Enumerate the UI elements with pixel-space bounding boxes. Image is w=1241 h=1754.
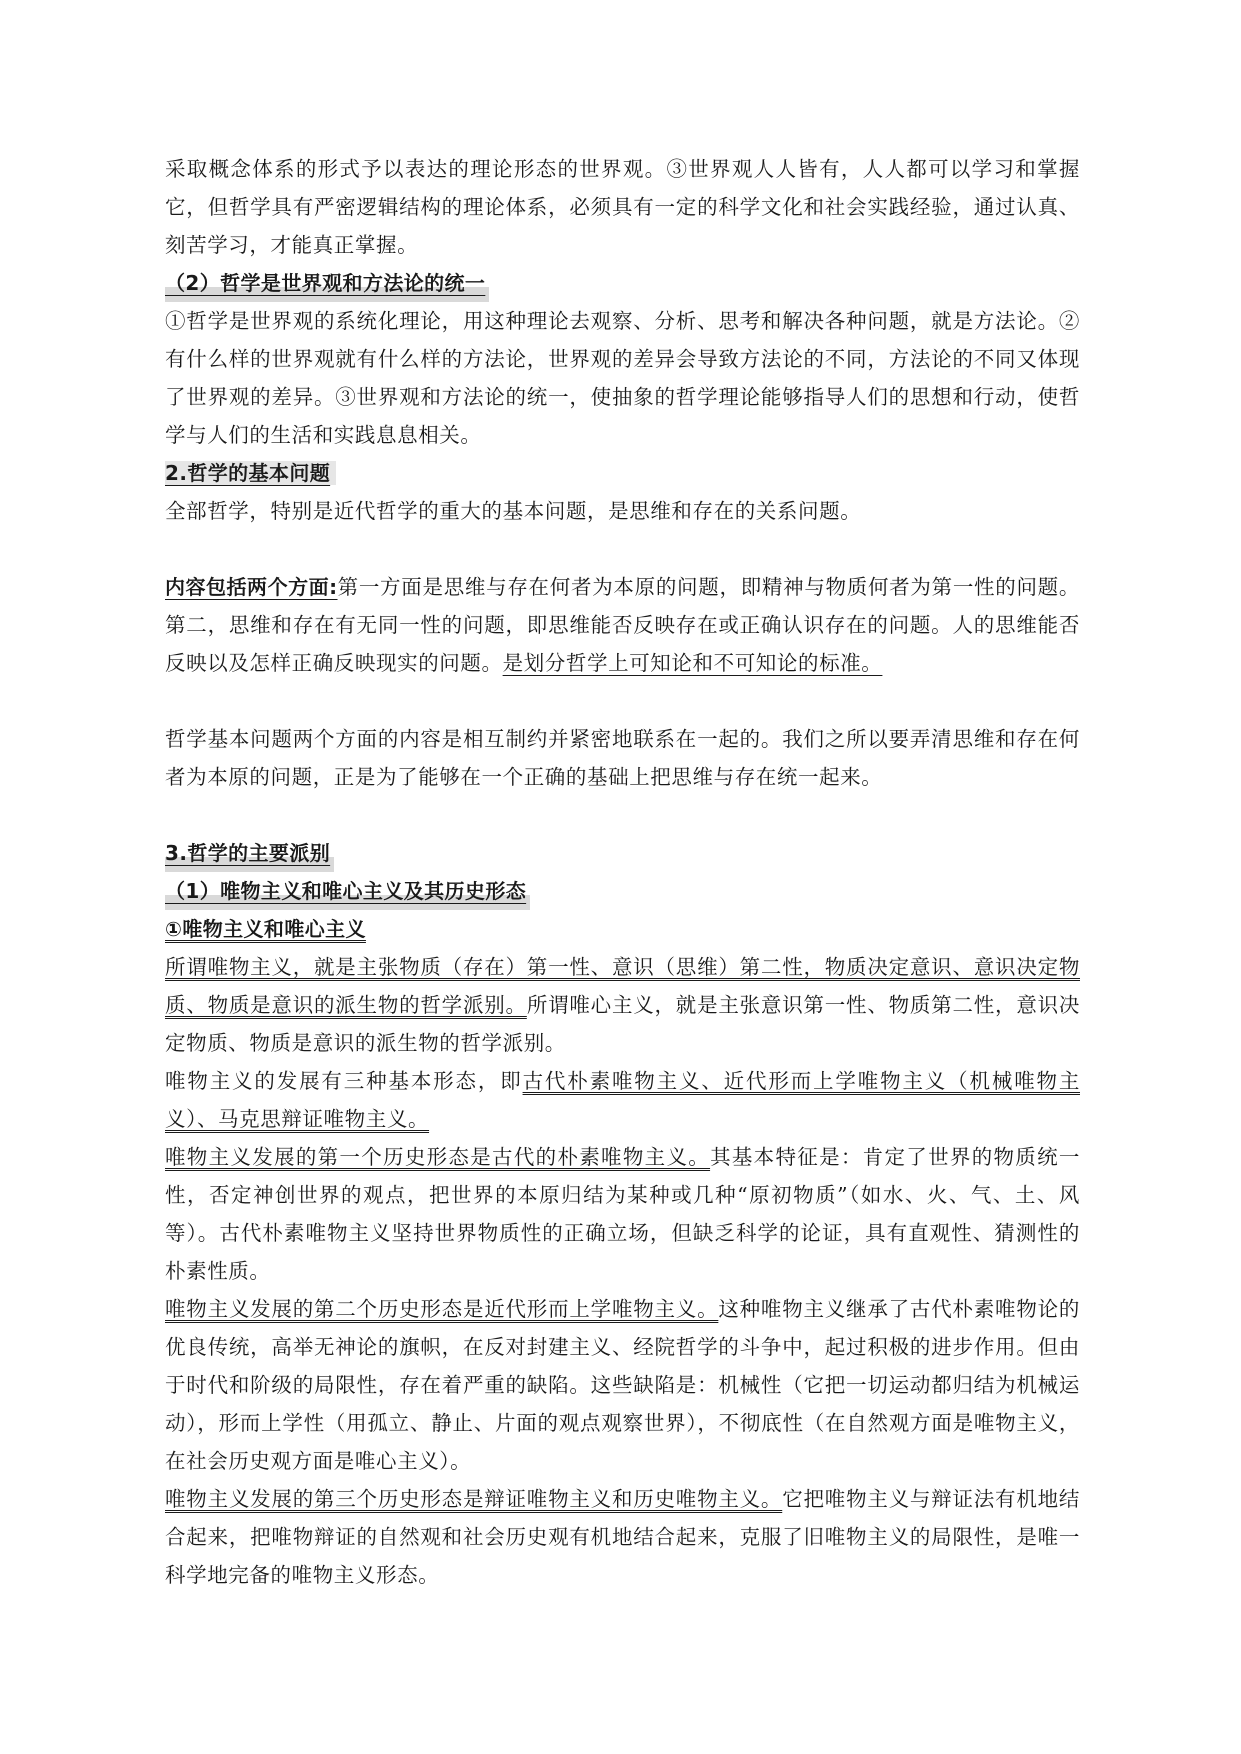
two-aspects-label: 内容包括两个方面: xyxy=(165,575,338,599)
basic-question-paragraph: 全部哲学，特别是近代哲学的重大的基本问题，是思维和存在的关系问题。 xyxy=(165,499,862,523)
spacer xyxy=(165,796,1080,834)
second-form-body: 这种唯物主义继承了古代朴素唯物论的优良传统，高举无神论的旗帜，在反对封建主义、经院哲学的斗争中，起过积极的进步作用。但由于时代和阶级的局限性，存在着严重的缺陷。这些缺陷是：机械性（它把一切运动都归结为机械运动），形而上学性（用孤立、静止、片面的观点观察世界），不彻底性（在自然观方面是唯物主义，在社会历史观方面是唯心主义）。 xyxy=(165,1297,1080,1473)
second-form-paragraph xyxy=(165,1290,1080,1480)
materialism-definition-paragraph xyxy=(165,948,1080,1062)
intro-paragraph: 采取概念体系的形式予以表达的理论形态的世界观。③世界观人人皆有，人人都可以学习和掌握它，但哲学具有严密逻辑结构的理论体系，必须具有一定的科学文化和社会实践经验，通过认真、刻苦学习，才能真正掌握。 xyxy=(165,157,1080,257)
two-aspects-body: 第一方面是思维与存在何者为本原的问题，即精神与物质何者为第一性的问题。第二，思维和存在有无同一性的问题，即思维能否反映存在或正确认识存在的问题。人的思维能否反映以及怎样正确反映现实的问题。 xyxy=(165,575,1080,675)
materialism-definition: 所谓唯物主义，就是主张物质（存在）第一性、意识（思维）第二性，物质决定意识、意识决定物质、物质是意识的派生物的哲学派别。 xyxy=(165,955,1080,1017)
sub-heading-3-1 xyxy=(165,872,1080,910)
section-heading-2 xyxy=(165,454,1080,492)
three-forms-lead: 唯物主义的发展有三种基本形态，即 xyxy=(165,1069,523,1093)
document-page xyxy=(165,150,1080,1594)
sub-sub-heading-materialism xyxy=(165,910,1080,948)
spacer xyxy=(165,682,1080,720)
three-forms-list: 古代朴素唯物主义、近代形而上学唯物主义（机械唯物主义）、马克思辩证唯物主义。 xyxy=(165,1069,1080,1131)
first-form-paragraph xyxy=(165,1138,1080,1290)
heading-text: （1）唯物主义和唯心主义及其历史形态 xyxy=(165,872,530,910)
spacer xyxy=(165,530,1080,568)
two-aspects-tail: 是划分哲学上可知论和不可知论的标准。 xyxy=(502,651,883,675)
heading-text: 2.哲学的基本问题 xyxy=(165,461,336,485)
third-form-paragraph xyxy=(165,1480,1080,1594)
section-heading-3 xyxy=(165,834,1080,872)
third-form-body: 它把唯物主义与辩证法有机地结合起来，把唯物辩证的自然观和社会历史观有机地结合起来，克服了旧唯物主义的局限性，是唯一科学地完备的唯物主义形态。 xyxy=(165,1487,1080,1587)
third-form-title: 唯物主义发展的第三个历史形态是辩证唯物主义和历史唯物主义。 xyxy=(165,1487,783,1511)
idealism-definition: 所谓唯心主义，就是主张意识第一性、物质第二性，意识决定物质、物质是意识的派生物的哲学派别。 xyxy=(165,993,1080,1055)
heading-text: （2）哲学是世界观和方法论的统一 xyxy=(165,264,489,302)
heading-text: ①唯物主义和唯心主义 xyxy=(165,917,366,941)
two-aspects-paragraph xyxy=(165,568,1080,682)
section-heading-1-2 xyxy=(165,264,1080,302)
first-form-body: 其基本特征是：肯定了世界的物质统一性，否定神创世界的观点，把世界的本原归结为某种或几种“原初物质”（如水、火、气、土、风等）。古代朴素唯物主义坚持世界物质性的正确立场，但缺乏科学的论证，具有直观性、猜测性的朴素性质。 xyxy=(165,1145,1080,1283)
first-form-title: 唯物主义发展的第一个历史形态是古代的朴素唯物主义。 xyxy=(165,1145,711,1169)
three-forms-paragraph xyxy=(165,1062,1080,1138)
interrelation-paragraph: 哲学基本问题两个方面的内容是相互制约并紧密地联系在一起的。我们之所以要弄清思维和存在何者为本原的问题，正是为了能够在一个正确的基础上把思维与存在统一起来。 xyxy=(165,727,1080,789)
heading-text: 3.哲学的主要派别 xyxy=(165,834,334,872)
second-form-title: 唯物主义发展的第二个历史形态是近代形而上学唯物主义。 xyxy=(165,1297,719,1321)
worldview-methodology-paragraph: ①哲学是世界观的系统化理论，用这种理论去观察、分析、思考和解决各种问题，就是方法论。②有什么样的世界观就有什么样的方法论，世界观的差异会导致方法论的不同，方法论的不同又体现了世界观的差异。③世界观和方法论的统一，使抽象的哲学理论能够指导人们的思想和行动，使哲学与人们的生活和实践息息相关。 xyxy=(165,309,1080,447)
